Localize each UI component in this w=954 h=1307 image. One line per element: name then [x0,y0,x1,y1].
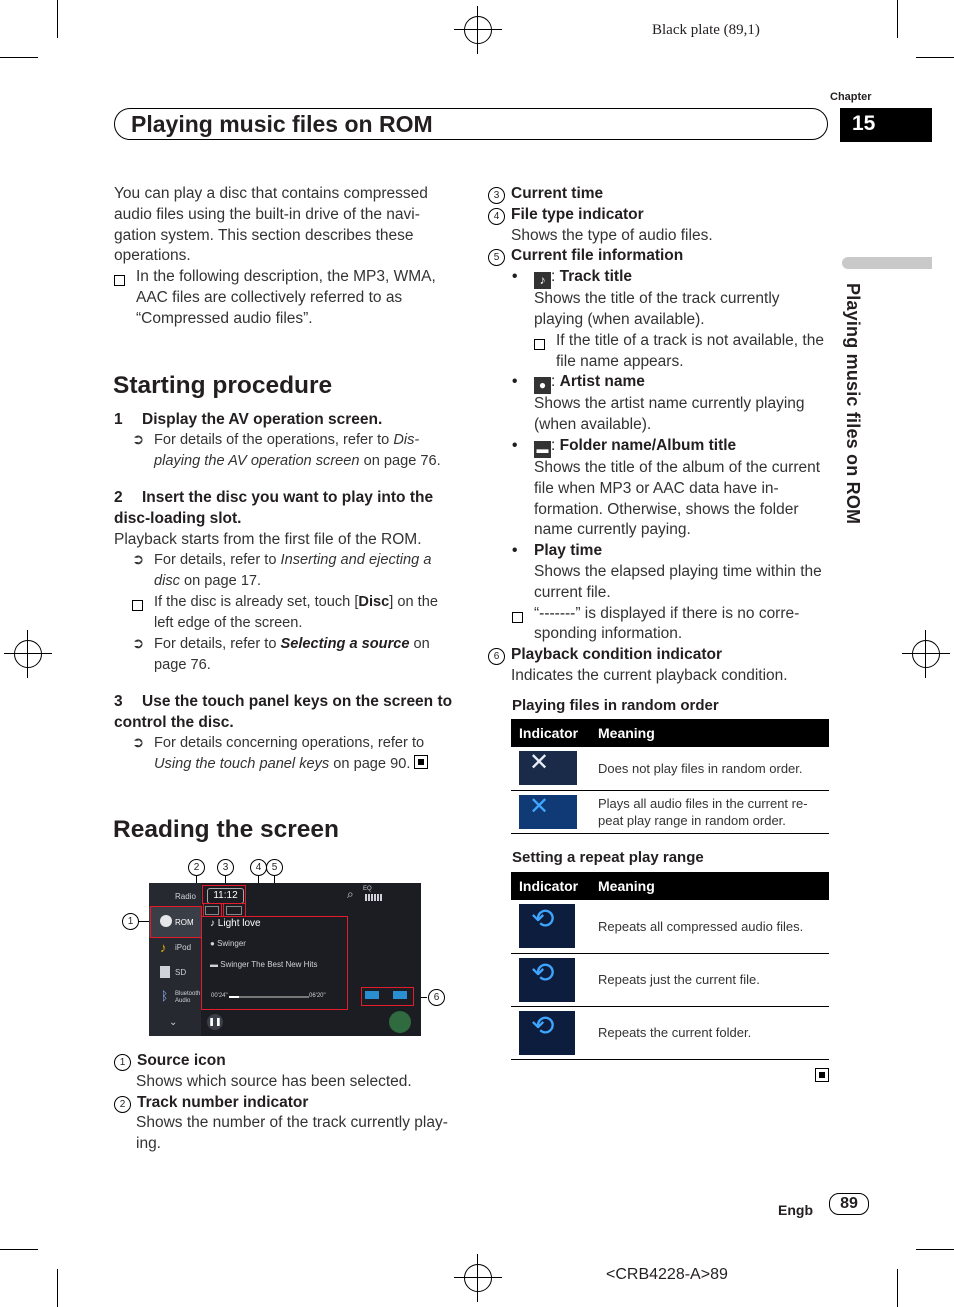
step-3-ref: ➲ For details concerning operations, refer to Using the touch panel keys on page 90. [114,733,454,775]
callout-3: 3 [217,859,234,876]
folder-entry: • ▬ : Folder name/Album title Shows the title of the album of the current file when MP3 or AAC data have information. Otherwise, shows the folder name currently paying. [512,436,821,539]
note-checkbox-icon [114,275,125,286]
repeat-one-icon: ⟲ [519,958,575,1002]
page-number: 89 [829,1193,869,1215]
track-title-entry: • ♪ : Track title Shows the title of the track currently playing (when available). If the title of a track is not available, the file name appears. [512,268,824,370]
step-2-ref2: ➲ For details, refer to Selecting a source on page 76. [132,636,430,673]
legend-item-3: 3 Current time [488,184,830,205]
note-checkbox-icon [512,612,523,623]
chapter-number: 15 [852,112,876,135]
step-3-text: Use the touch panel keys on the screen to control the disc. [114,693,453,731]
legend-item-2: 2 Track number indicator [114,1093,454,1114]
table-row: Does not play files in random order. [590,747,829,790]
section-heading-reading: Reading the screen [113,816,340,843]
callout-2: 2 [188,859,205,876]
callout-1: 1 [122,913,139,930]
section-heading-starting: Starting procedure [113,372,333,399]
random-order-table [511,719,829,834]
legend-item-2-body: Shows the number of the track currently playing. [136,1114,448,1153]
plate-label: Black plate (89,1) [652,22,760,38]
registration-mark-top [460,12,496,48]
av-screen-image: Radio ROM iPod SD Bluetooth Audio ♪ ᛒ ⌄ 11:12 ⌕ EQ ♪ Light love ● Swinger ▬ Swinger The Best New Hits 00'24" 06'20" ❚❚ [149,883,421,1036]
table-row: Repeats just the current file. [590,953,829,1006]
no-info-note: “-------” is displayed if there is no corresponding information. [488,604,830,646]
random-on-icon: ✕ [519,795,577,829]
step-2-text: Insert the disc you want to play into the disc-loading slot. [114,489,434,527]
col-indicator: Indicator [511,872,590,900]
folder-icon: ▬ [534,441,551,458]
table-row: Repeats the current folder. [590,1006,829,1059]
table-row: Repeats all compressed audio files. [590,900,829,953]
footer-code: <CRB4228-A>89 [606,1266,728,1283]
person-icon: ● [534,377,551,394]
legend-item-6: 6 Playback condition indicator [488,645,830,666]
col-indicator: Indicator [511,719,590,747]
step-1: 1 Display the AV operation screen. [114,411,383,428]
play-time-entry: • Play time Shows the elapsed playing time within the current file. [512,542,822,601]
side-tab-bar [842,257,932,269]
legend-item-4: 4 File type indicator [488,205,830,226]
table-row: Plays all audio files in the current repeat play range in random order. [590,790,829,833]
step-2-body: Playback starts from the first file of the ROM. [114,531,422,548]
intro-paragraph: You can play a disc that contains compressed audio files using the built-in drive of the navigation system. This section describes these operations. [114,185,428,265]
registration-mark-left [10,636,46,672]
callout-6: 6 [428,989,445,1006]
chapter-number-box [840,108,932,142]
side-tab-text: Playing music files on ROM [843,283,863,525]
step-2-note: If the disc is already set, touch [Disc] on the left edge of the screen. [114,592,454,634]
music-note-icon: ♪ [534,272,551,289]
legend-item-4-body: Shows the type of audio files. [511,226,713,244]
step-1-text: Display the AV operation screen. [142,411,383,428]
page-title: Playing music files on ROM [131,111,433,137]
col-meaning: Meaning [590,719,829,747]
repeat-all-icon: ⟲ [519,904,575,948]
note-checkbox-icon [132,600,143,611]
artist-name-entry: • ● : Artist name Shows the artist name currently playing (when available). [512,373,805,434]
random-table-heading: Playing files in random order [512,697,719,714]
page-title-bar [114,108,828,140]
col-meaning: Meaning [590,872,829,900]
registration-mark-bottom [460,1260,496,1296]
footer-lang: Engb [778,1202,813,1218]
legend-item-1: 1 Source icon [114,1051,454,1072]
end-mark-icon [414,755,428,769]
random-off-icon: ✕ [519,751,577,785]
legend-item-1-body: Shows which source has been selected. [136,1072,412,1090]
step-3: 3 Use the touch panel keys on the screen to control the disc. [114,693,453,731]
repeat-table-heading: Setting a repeat play range [512,849,704,866]
legend-item-5: 5 Current file information [488,246,830,267]
step-2-ref: ➲ For details, refer to Inserting and ejecting a disc on page 17. [132,552,432,589]
callout-4: 4 [250,859,267,876]
registration-mark-right [908,636,944,672]
repeat-range-table [511,872,829,1060]
intro-note [114,267,454,329]
chapter-label: Chapter [830,91,872,103]
callout-5: 5 [266,859,283,876]
repeat-folder-icon: ⟲ [519,1011,575,1055]
end-mark-icon [815,1068,829,1082]
intro-note-text: In the following description, the MP3, WMA, AAC files are collectively referred to as “Compressed audio files”. [136,268,436,327]
note-checkbox-icon [534,339,545,350]
step-1-ref: ➲ For details of the operations, refer to Displaying the AV operation screen on page 76. [132,432,441,469]
legend-item-6-body: Indicates the current playback condition. [511,666,788,684]
step-2: 2 Insert the disc you want to play into the disc-loading slot. [114,489,434,527]
